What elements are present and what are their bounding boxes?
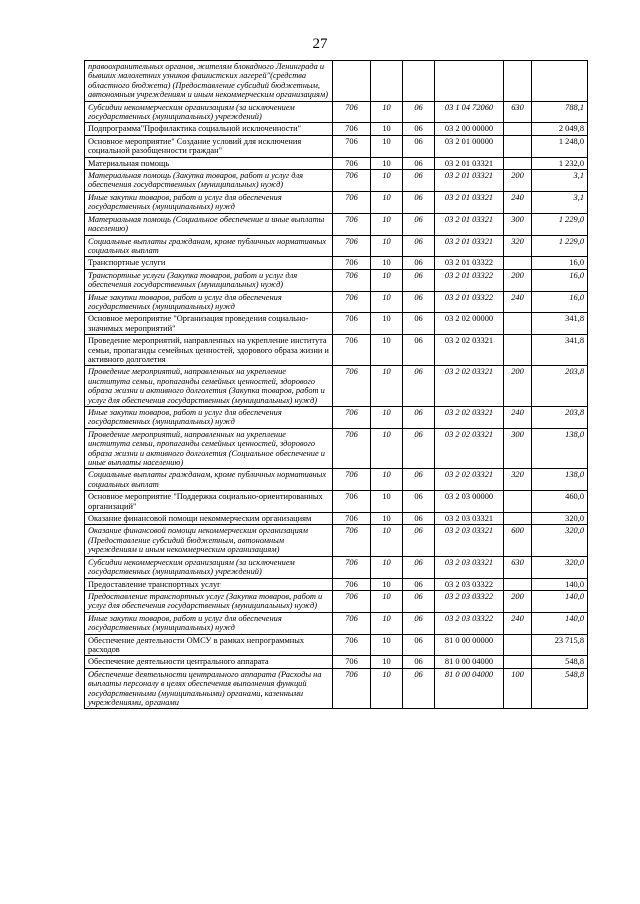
- row-csr-cell: 03 2 02 03321: [435, 428, 504, 469]
- row-name-cell: Социальные выплаты гражданам, кроме публичных нормативных социальных выплат: [85, 235, 333, 257]
- row-ved-cell: 706: [333, 335, 371, 366]
- table-row: [85, 366, 588, 407]
- table-row: [85, 612, 588, 634]
- row-ved-cell: 706: [333, 135, 371, 157]
- row-name-cell: Оказание финансовой помощи некоммерческим организациям: [85, 513, 333, 525]
- row-name-cell: Обеспечение деятельности центрального аппарата: [85, 656, 333, 668]
- row-name-cell: правоохранительных органов, жителям блокадного Ленинграда и бывших малолетних узников фашистских лагерей"(средства областного бюджета) (Предоставление субсидий бюджетным, автономным учреждениям и иным некоммерческим организациям): [85, 61, 333, 102]
- row-ved-cell: 706: [333, 634, 371, 656]
- row-csr-cell: 03 2 01 03321: [435, 235, 504, 257]
- row-sum-cell: 341,8: [532, 313, 588, 335]
- row-pr-cell: 06: [403, 269, 435, 291]
- row-csr-cell: 03 1 04 72060: [435, 101, 504, 123]
- table-row: [85, 525, 588, 556]
- row-csr-cell: 03 2 02 03321: [435, 366, 504, 407]
- row-pr-cell: 06: [403, 135, 435, 157]
- row-ved-cell: 706: [333, 123, 371, 135]
- row-pr-cell: 06: [403, 668, 435, 709]
- row-csr-cell: 03 2 03 00000: [435, 491, 504, 513]
- row-rz-cell: 10: [371, 525, 403, 556]
- row-csr-cell: 81 0 00 04000: [435, 668, 504, 709]
- row-ved-cell: 706: [333, 525, 371, 556]
- row-name-cell: Основное мероприятие" Создание условий для исключения социальной разобщенности граждан": [85, 135, 333, 157]
- row-rz-cell: 10: [371, 366, 403, 407]
- row-rz-cell: 10: [371, 668, 403, 709]
- row-sum-cell: 23 715,8: [532, 634, 588, 656]
- row-csr-cell: 03 2 03 03322: [435, 590, 504, 612]
- row-name-cell: Основное мероприятие "Поддержка социально-ориентированных организаций": [85, 491, 333, 513]
- row-rz-cell: 10: [371, 428, 403, 469]
- row-csr-cell: 03 2 01 03322: [435, 257, 504, 269]
- row-pr-cell: 06: [403, 469, 435, 491]
- row-vr-cell: 600: [504, 525, 532, 556]
- row-csr-cell: 81 0 00 04000: [435, 656, 504, 668]
- table-row: [85, 428, 588, 469]
- row-pr-cell: 06: [403, 407, 435, 429]
- row-rz-cell: 10: [371, 335, 403, 366]
- row-vr-cell: 320: [504, 235, 532, 257]
- row-rz-cell: 10: [371, 513, 403, 525]
- table-row: [85, 291, 588, 313]
- row-sum-cell: 320,0: [532, 556, 588, 578]
- table-row: [85, 213, 588, 235]
- row-vr-cell: 100: [504, 668, 532, 709]
- row-csr-cell: 81 0 00 00000: [435, 634, 504, 656]
- row-pr-cell: 06: [403, 213, 435, 235]
- row-csr-cell: 03 2 03 03322: [435, 578, 504, 590]
- row-csr-cell: 03 2 03 03321: [435, 556, 504, 578]
- budget-table: [84, 60, 588, 709]
- row-ved-cell: 706: [333, 407, 371, 429]
- row-csr-cell: 03 2 03 03321: [435, 513, 504, 525]
- row-name-cell: Проведение мероприятий, направленных на укрепление института семьи, пропаганды семейных ценностей, здорового образа жизни и активного долголетия (Социальное обеспечение и иные выплаты населению): [85, 428, 333, 469]
- table-row: [85, 61, 588, 102]
- row-ved-cell: 706: [333, 656, 371, 668]
- row-name-cell: Иные закупки товаров, работ и услуг для обеспечения государственных (муниципальных) нужд: [85, 291, 333, 313]
- row-sum-cell: 140,0: [532, 612, 588, 634]
- row-csr-cell: 03 2 01 03321: [435, 191, 504, 213]
- row-pr-cell: 06: [403, 313, 435, 335]
- row-name-cell: Материальная помощь (Социальное обеспечение и иные выплаты населению): [85, 213, 333, 235]
- row-name-cell: Основное мероприятие "Организация проведения социально-значимых мероприятий": [85, 313, 333, 335]
- table-row: [85, 656, 588, 668]
- table-row: [85, 407, 588, 429]
- row-vr-cell: [504, 313, 532, 335]
- table-row: [85, 634, 588, 656]
- row-vr-cell: [504, 491, 532, 513]
- row-rz-cell: 10: [371, 257, 403, 269]
- row-rz-cell: 10: [371, 634, 403, 656]
- row-rz-cell: 10: [371, 291, 403, 313]
- page-number: 27: [312, 36, 328, 52]
- row-sum-cell: 320,0: [532, 513, 588, 525]
- row-vr-cell: 630: [504, 556, 532, 578]
- row-sum-cell: 788,1: [532, 101, 588, 123]
- row-rz-cell: 10: [371, 170, 403, 192]
- table-row: [85, 590, 588, 612]
- row-vr-cell: 300: [504, 213, 532, 235]
- row-csr-cell: 03 2 02 03321: [435, 469, 504, 491]
- row-name-cell: Обеспечение деятельности ОМСУ в рамках непрограммных расходов: [85, 634, 333, 656]
- row-pr-cell: 06: [403, 556, 435, 578]
- row-sum-cell: [532, 61, 588, 102]
- row-rz-cell: 10: [371, 101, 403, 123]
- table-row: [85, 335, 588, 366]
- row-csr-cell: 03 2 01 03322: [435, 269, 504, 291]
- row-vr-cell: [504, 578, 532, 590]
- row-ved-cell: [333, 61, 371, 102]
- row-name-cell: Социальные выплаты гражданам, кроме публичных нормативных социальных выплат: [85, 469, 333, 491]
- row-sum-cell: 1 229,0: [532, 235, 588, 257]
- row-pr-cell: 06: [403, 656, 435, 668]
- row-name-cell: Обеспечение деятельности центрального аппарата (Расходы на выплаты персоналу в целях обеспечения выполнения функций государственными (муниципальными) органами, казенными учреждениями, органами: [85, 668, 333, 709]
- row-ved-cell: 706: [333, 170, 371, 192]
- row-vr-cell: [504, 123, 532, 135]
- row-sum-cell: 16,0: [532, 291, 588, 313]
- row-ved-cell: 706: [333, 269, 371, 291]
- row-csr-cell: 03 2 03 03321: [435, 525, 504, 556]
- row-csr-cell: 03 2 01 03322: [435, 291, 504, 313]
- row-ved-cell: 706: [333, 213, 371, 235]
- row-sum-cell: 548,8: [532, 656, 588, 668]
- row-vr-cell: 240: [504, 191, 532, 213]
- table-row: [85, 513, 588, 525]
- row-sum-cell: 16,0: [532, 269, 588, 291]
- row-rz-cell: 10: [371, 213, 403, 235]
- row-name-cell: Транспортные услуги (Закупка товаров, работ и услуг для обеспечения государственных (муниципальных) нужд): [85, 269, 333, 291]
- row-vr-cell: 320: [504, 469, 532, 491]
- row-pr-cell: 06: [403, 257, 435, 269]
- row-ved-cell: 706: [333, 668, 371, 709]
- row-rz-cell: 10: [371, 469, 403, 491]
- row-pr-cell: 06: [403, 335, 435, 366]
- row-ved-cell: 706: [333, 491, 371, 513]
- table-row: [85, 269, 588, 291]
- row-csr-cell: 03 2 01 03321: [435, 213, 504, 235]
- row-sum-cell: 1 229,0: [532, 213, 588, 235]
- row-csr-cell: 03 2 02 03321: [435, 335, 504, 366]
- row-vr-cell: [504, 135, 532, 157]
- row-name-cell: Иные закупки товаров, работ и услуг для обеспечения государственных (муниципальных) нужд: [85, 191, 333, 213]
- row-name-cell: Предоставление транспортных услуг (Закупка товаров, работ и услуг для обеспечения государственных (муниципальных) нужд): [85, 590, 333, 612]
- row-ved-cell: 706: [333, 235, 371, 257]
- row-sum-cell: 548,8: [532, 668, 588, 709]
- table-row: [85, 191, 588, 213]
- row-pr-cell: 06: [403, 235, 435, 257]
- row-pr-cell: 06: [403, 191, 435, 213]
- row-ved-cell: 706: [333, 157, 371, 169]
- row-csr-cell: 03 2 00 00000: [435, 123, 504, 135]
- row-csr-cell: 03 2 03 03322: [435, 612, 504, 634]
- row-name-cell: Материальная помощь: [85, 157, 333, 169]
- row-vr-cell: 240: [504, 407, 532, 429]
- row-name-cell: Иные закупки товаров, работ и услуг для обеспечения государственных (муниципальных) нужд: [85, 407, 333, 429]
- row-csr-cell: 03 2 01 03321: [435, 170, 504, 192]
- row-sum-cell: 140,0: [532, 590, 588, 612]
- row-rz-cell: 10: [371, 157, 403, 169]
- row-vr-cell: [504, 61, 532, 102]
- row-vr-cell: 200: [504, 269, 532, 291]
- row-sum-cell: 341,8: [532, 335, 588, 366]
- row-name-cell: Оказание финансовой помощи некоммерческим организациям (Предоставление субсидий бюджетным, автономным учреждениям и иным некоммерческим организациям): [85, 525, 333, 556]
- row-rz-cell: 10: [371, 491, 403, 513]
- row-ved-cell: 706: [333, 101, 371, 123]
- row-pr-cell: 06: [403, 525, 435, 556]
- row-rz-cell: 10: [371, 612, 403, 634]
- row-pr-cell: 06: [403, 634, 435, 656]
- row-name-cell: Проведение мероприятий, направленных на укрепление института семьи, пропаганды семейных ценностей, здорового образа жизни и активного долголетия: [85, 335, 333, 366]
- row-ved-cell: 706: [333, 366, 371, 407]
- row-ved-cell: 706: [333, 578, 371, 590]
- row-rz-cell: [371, 61, 403, 102]
- row-vr-cell: [504, 335, 532, 366]
- row-sum-cell: 3,1: [532, 191, 588, 213]
- row-name-cell: Субсидии некоммерческим организациям (за исключением государственных (муниципальных) учреждений): [85, 101, 333, 123]
- row-sum-cell: 203,8: [532, 366, 588, 407]
- table-row: [85, 668, 588, 709]
- row-vr-cell: [504, 513, 532, 525]
- row-name-cell: Материальная помощь (Закупка товаров, работ и услуг для обеспечения государственных (муниципальных) нужд): [85, 170, 333, 192]
- row-pr-cell: 06: [403, 590, 435, 612]
- row-rz-cell: 10: [371, 556, 403, 578]
- table-row: [85, 101, 588, 123]
- row-vr-cell: [504, 257, 532, 269]
- row-pr-cell: 06: [403, 291, 435, 313]
- row-name-cell: Подпрограмма"Профилактика социальной исключенности": [85, 123, 333, 135]
- row-pr-cell: 06: [403, 170, 435, 192]
- table-row: [85, 578, 588, 590]
- row-vr-cell: 240: [504, 291, 532, 313]
- row-sum-cell: 2 049,8: [532, 123, 588, 135]
- row-rz-cell: 10: [371, 191, 403, 213]
- row-name-cell: Предоставление транспортных услуг: [85, 578, 333, 590]
- row-csr-cell: 03 2 01 00000: [435, 135, 504, 157]
- row-vr-cell: 200: [504, 366, 532, 407]
- row-ved-cell: 706: [333, 313, 371, 335]
- row-pr-cell: 06: [403, 491, 435, 513]
- row-rz-cell: 10: [371, 590, 403, 612]
- row-pr-cell: 06: [403, 101, 435, 123]
- row-csr-cell: 03 2 01 03321: [435, 157, 504, 169]
- row-vr-cell: 240: [504, 612, 532, 634]
- row-sum-cell: 138,0: [532, 469, 588, 491]
- row-rz-cell: 10: [371, 407, 403, 429]
- row-rz-cell: 10: [371, 235, 403, 257]
- row-ved-cell: 706: [333, 257, 371, 269]
- table-row: [85, 469, 588, 491]
- row-ved-cell: 706: [333, 556, 371, 578]
- budget-table-body: [85, 61, 588, 709]
- row-name-cell: Проведение мероприятий, направленных на укрепление института семьи, пропаганды семейных ценностей, здорового образа жизни и активного долголетия (Закупка товаров, работ и услуг для обеспечения государственных (муниципальных) нужд): [85, 366, 333, 407]
- row-vr-cell: [504, 656, 532, 668]
- row-vr-cell: 300: [504, 428, 532, 469]
- row-ved-cell: 706: [333, 191, 371, 213]
- table-row: [85, 123, 588, 135]
- row-vr-cell: 200: [504, 170, 532, 192]
- table-row: [85, 491, 588, 513]
- row-sum-cell: 1 248,0: [532, 135, 588, 157]
- row-sum-cell: 460,0: [532, 491, 588, 513]
- row-sum-cell: 203,8: [532, 407, 588, 429]
- row-rz-cell: 10: [371, 269, 403, 291]
- row-vr-cell: 630: [504, 101, 532, 123]
- row-pr-cell: 06: [403, 578, 435, 590]
- row-pr-cell: 06: [403, 366, 435, 407]
- row-ved-cell: 706: [333, 469, 371, 491]
- row-sum-cell: 320,0: [532, 525, 588, 556]
- row-pr-cell: [403, 61, 435, 102]
- row-sum-cell: 16,0: [532, 257, 588, 269]
- table-row: [85, 135, 588, 157]
- row-vr-cell: [504, 157, 532, 169]
- row-ved-cell: 706: [333, 612, 371, 634]
- row-vr-cell: [504, 634, 532, 656]
- row-sum-cell: 1 232,0: [532, 157, 588, 169]
- row-pr-cell: 06: [403, 428, 435, 469]
- row-csr-cell: [435, 61, 504, 102]
- row-rz-cell: 10: [371, 313, 403, 335]
- row-ved-cell: 706: [333, 428, 371, 469]
- row-ved-cell: 706: [333, 291, 371, 313]
- row-name-cell: Субсидии некоммерческим организациям (за исключением государственных (муниципальных) учреждений): [85, 556, 333, 578]
- row-rz-cell: 10: [371, 656, 403, 668]
- row-pr-cell: 06: [403, 513, 435, 525]
- table-row: [85, 257, 588, 269]
- row-name-cell: Транспортные услуги: [85, 257, 333, 269]
- row-csr-cell: 03 2 02 00000: [435, 313, 504, 335]
- row-pr-cell: 06: [403, 612, 435, 634]
- row-sum-cell: 140,0: [532, 578, 588, 590]
- row-pr-cell: 06: [403, 157, 435, 169]
- row-name-cell: Иные закупки товаров, работ и услуг для обеспечения государственных (муниципальных) нужд: [85, 612, 333, 634]
- row-ved-cell: 706: [333, 590, 371, 612]
- table-row: [85, 235, 588, 257]
- row-pr-cell: 06: [403, 123, 435, 135]
- row-csr-cell: 03 2 02 03321: [435, 407, 504, 429]
- table-row: [85, 313, 588, 335]
- row-sum-cell: 138,0: [532, 428, 588, 469]
- row-rz-cell: 10: [371, 578, 403, 590]
- row-rz-cell: 10: [371, 135, 403, 157]
- table-row: [85, 157, 588, 169]
- table-row: [85, 556, 588, 578]
- row-sum-cell: 3,1: [532, 170, 588, 192]
- table-row: [85, 170, 588, 192]
- row-rz-cell: 10: [371, 123, 403, 135]
- row-vr-cell: 200: [504, 590, 532, 612]
- row-ved-cell: 706: [333, 513, 371, 525]
